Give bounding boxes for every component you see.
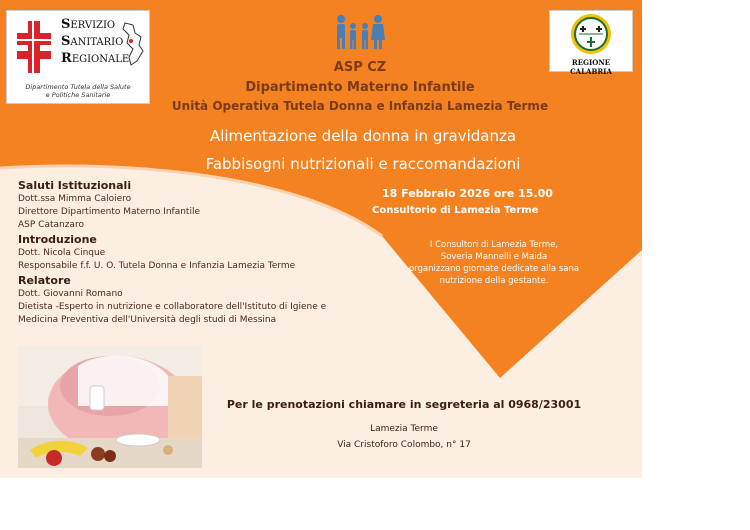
event-venue: Consultorio di Lamezia Terme bbox=[372, 205, 539, 216]
address-street: Via Cristoforo Colombo, n° 17 bbox=[337, 440, 471, 450]
department-title: Dipartimento Materno Infantile bbox=[245, 80, 475, 95]
relatore-speaker: Dott. Giovanni Romano bbox=[18, 289, 123, 299]
consultori-description: I Consultori di Lamezia Terme, Soveria Mannelli e Maida organizzano giornate dedicate alla sana nutrizione della gestante. bbox=[408, 240, 580, 286]
regione-calabria-label: REGIONE CALABRIA bbox=[570, 58, 612, 76]
saluti-speaker: Dott.ssa Mimma Caloiero bbox=[18, 194, 132, 204]
ssr-subtitle: Dipartimento Tutela della Salute e Politiche Sanitarie bbox=[25, 83, 131, 99]
event-title-2: Fabbisogni nutrizionali e raccomandazioni bbox=[205, 155, 521, 173]
relatore-role-1: Dietista -Esperto in nutrizione e collaboratore dell'Istituto di Igiene e bbox=[18, 302, 327, 312]
intro-heading: Introduzione bbox=[18, 233, 97, 246]
event-datetime: 18 Febbraio 2026 ore 15.00 bbox=[382, 187, 553, 200]
intro-speaker: Dott. Nicola Cinque bbox=[18, 248, 106, 258]
family-icon bbox=[334, 14, 386, 50]
saluti-org: ASP Catanzaro bbox=[18, 220, 84, 230]
event-title-1: Alimentazione della donna in gravidanza bbox=[209, 127, 517, 145]
program-section bbox=[18, 178, 326, 327]
booking-info: Per le prenotazioni chiamare in segreteria al 0968/23001 bbox=[226, 398, 582, 411]
org-title: ASP CZ bbox=[333, 60, 387, 75]
relatore-heading: Relatore bbox=[18, 274, 71, 287]
unit-title: Unità Operativa Tutela Donna e Infanzia Lamezia Terme bbox=[171, 99, 549, 113]
intro-role: Responsabile f.f. U. O. Tutela Donna e Infanzia Lamezia Terme bbox=[18, 261, 296, 271]
saluti-role: Direttore Dipartimento Materno Infantile bbox=[18, 207, 200, 217]
ssr-wordmark: SERVIZIO SANITARIO REGIONALE bbox=[61, 17, 130, 66]
saluti-heading: Saluti Istituzionali bbox=[18, 179, 132, 192]
regione-calabria-emblem-icon bbox=[570, 13, 612, 55]
relatore-role-2: Medicina Preventiva dell'Università degli studi di Messina bbox=[18, 315, 277, 325]
address-city: Lamezia Terme bbox=[370, 424, 438, 434]
